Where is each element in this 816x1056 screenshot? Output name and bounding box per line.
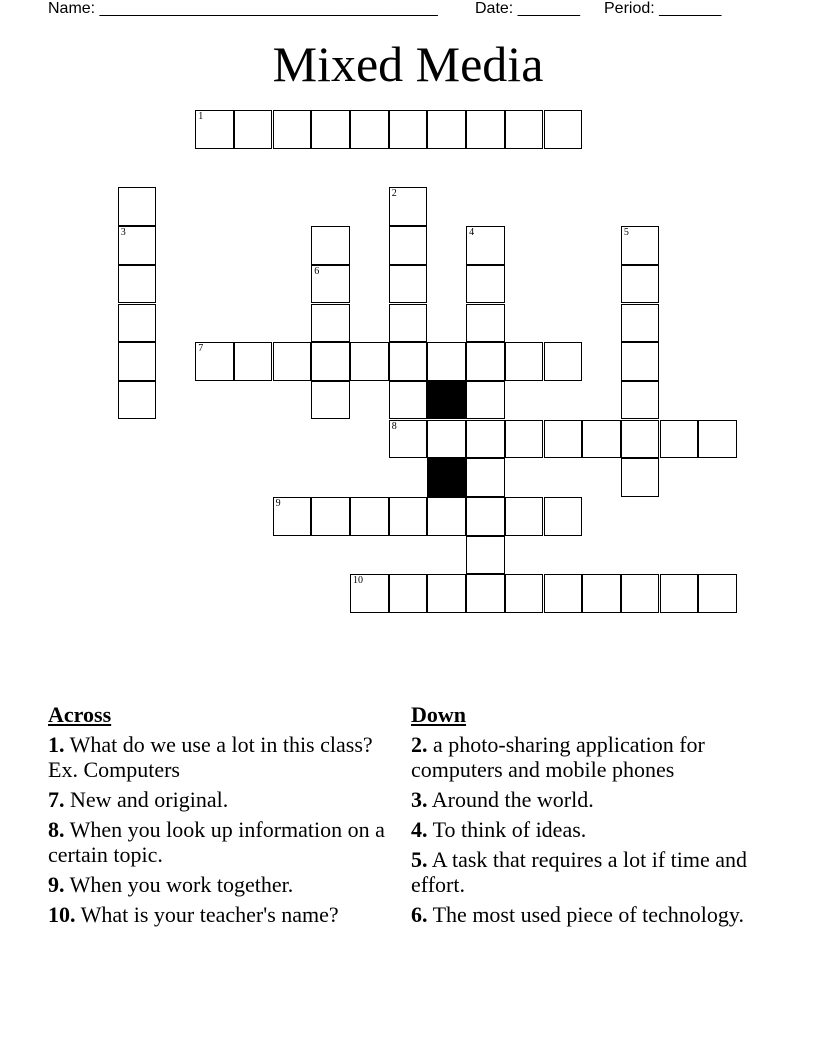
answer-cell[interactable]	[195, 110, 234, 149]
answer-cell[interactable]	[311, 304, 350, 343]
answer-cell[interactable]	[118, 381, 157, 420]
answer-cell[interactable]	[118, 226, 157, 265]
answer-cell[interactable]	[234, 342, 273, 381]
clue-across-7: 7. New and original.	[48, 787, 229, 812]
answer-cell[interactable]	[621, 265, 660, 304]
answer-cell[interactable]	[311, 497, 350, 536]
answer-cell[interactable]	[118, 187, 157, 226]
across-clues	[48, 702, 393, 932]
answer-cell[interactable]	[389, 187, 428, 226]
answer-cell[interactable]	[466, 420, 505, 459]
answer-cell[interactable]	[544, 342, 583, 381]
clue-number: 1	[198, 111, 204, 122]
clue-number: 6	[314, 265, 320, 277]
answer-cell[interactable]	[544, 110, 583, 149]
answer-cell[interactable]	[544, 497, 583, 536]
clue-across-1: 1. What do we use a lot in this class? Ex. Computers	[48, 732, 373, 782]
answer-cell[interactable]	[350, 574, 389, 613]
answer-cell[interactable]	[118, 304, 157, 343]
answer-cell[interactable]	[350, 497, 389, 536]
answer-cell[interactable]	[621, 458, 660, 497]
answer-cell[interactable]	[427, 420, 466, 459]
answer-cell[interactable]	[311, 226, 350, 265]
answer-cell[interactable]	[621, 574, 660, 613]
clue-down-3: 3. Around the world.	[411, 787, 594, 812]
answer-cell[interactable]	[582, 574, 621, 613]
answer-cell[interactable]	[389, 381, 428, 420]
answer-cell[interactable]	[466, 265, 505, 304]
answer-cell[interactable]	[544, 574, 583, 613]
answer-cell[interactable]	[582, 420, 621, 459]
answer-cell[interactable]	[389, 110, 428, 149]
clue-down-2: 2. a photo-sharing application for computers and mobile phones	[411, 732, 705, 782]
answer-cell[interactable]	[234, 110, 273, 149]
answer-cell[interactable]	[621, 381, 660, 420]
answer-cell[interactable]	[466, 497, 505, 536]
answer-cell[interactable]	[350, 110, 389, 149]
date-field[interactable]: Date: _______	[475, 0, 580, 17]
answer-cell[interactable]	[544, 420, 583, 459]
clue-down-5: 5. A task that requires a lot if time and effort.	[411, 847, 748, 897]
black-cell	[427, 381, 466, 420]
answer-cell[interactable]	[350, 342, 389, 381]
answer-cell[interactable]	[466, 226, 505, 265]
clue-number: 4	[469, 227, 475, 239]
answer-cell[interactable]	[389, 574, 428, 613]
across-heading: Across	[48, 702, 112, 727]
clue-down-6: 6. The most used piece of technology.	[411, 902, 744, 927]
answer-cell[interactable]	[389, 226, 428, 265]
answer-cell[interactable]	[389, 497, 428, 536]
answer-cell[interactable]	[427, 574, 466, 613]
answer-cell[interactable]	[621, 342, 660, 381]
answer-cell[interactable]	[698, 420, 737, 459]
answer-cell[interactable]	[427, 342, 466, 381]
answer-cell[interactable]	[505, 342, 544, 381]
clue-across-10: 10. What is your teacher's name?	[48, 902, 339, 927]
clue-number: 5	[623, 227, 629, 239]
answer-cell[interactable]	[118, 265, 157, 304]
answer-cell[interactable]	[427, 110, 466, 149]
name-field[interactable]: Name: ______________________________________	[48, 0, 438, 17]
answer-cell[interactable]	[311, 342, 350, 381]
down-heading: Down	[411, 702, 467, 727]
answer-cell[interactable]	[311, 265, 350, 304]
answer-cell[interactable]	[466, 574, 505, 613]
clue-number: 3	[120, 227, 126, 239]
answer-cell[interactable]	[621, 420, 660, 459]
answer-cell[interactable]	[466, 381, 505, 420]
clue-number: 2	[391, 188, 397, 200]
answer-cell[interactable]	[273, 497, 312, 536]
clue-down-4: 4. To think of ideas.	[411, 817, 587, 842]
answer-cell[interactable]	[621, 226, 660, 265]
answer-cell[interactable]	[466, 342, 505, 381]
answer-cell[interactable]	[466, 536, 505, 575]
answer-cell[interactable]	[466, 304, 505, 343]
answer-cell[interactable]	[389, 420, 428, 459]
answer-cell[interactable]	[273, 110, 312, 149]
answer-cell[interactable]	[466, 110, 505, 149]
period-field[interactable]: Period: _______	[604, 0, 722, 17]
clue-number: 7	[198, 343, 204, 355]
answer-cell[interactable]	[466, 458, 505, 497]
clue-across-9: 9. When you work together.	[48, 872, 294, 897]
answer-cell[interactable]	[621, 304, 660, 343]
clue-across-8: 8. When you look up information on a certain topic.	[48, 817, 385, 867]
answer-cell[interactable]	[389, 304, 428, 343]
answer-cell[interactable]	[698, 574, 737, 613]
clue-number: 9	[275, 498, 281, 509]
answer-cell[interactable]	[118, 342, 157, 381]
answer-cell[interactable]	[660, 420, 699, 459]
answer-cell[interactable]	[505, 420, 544, 459]
clue-number: 10	[353, 575, 363, 587]
black-cell	[427, 458, 466, 497]
answer-cell[interactable]	[389, 265, 428, 304]
answer-cell[interactable]	[389, 342, 428, 381]
answer-cell[interactable]	[505, 497, 544, 536]
down-clues	[411, 702, 761, 932]
answer-cell[interactable]	[273, 342, 312, 381]
page-title: Mixed Media	[272, 36, 544, 92]
answer-cell[interactable]	[311, 110, 350, 149]
answer-cell[interactable]	[311, 381, 350, 420]
answer-cell[interactable]	[660, 574, 699, 613]
clue-number: 8	[391, 420, 397, 432]
answer-cell[interactable]	[505, 110, 544, 149]
answer-cell[interactable]	[505, 574, 544, 613]
answer-cell[interactable]	[195, 342, 234, 381]
answer-cell[interactable]	[427, 497, 466, 536]
